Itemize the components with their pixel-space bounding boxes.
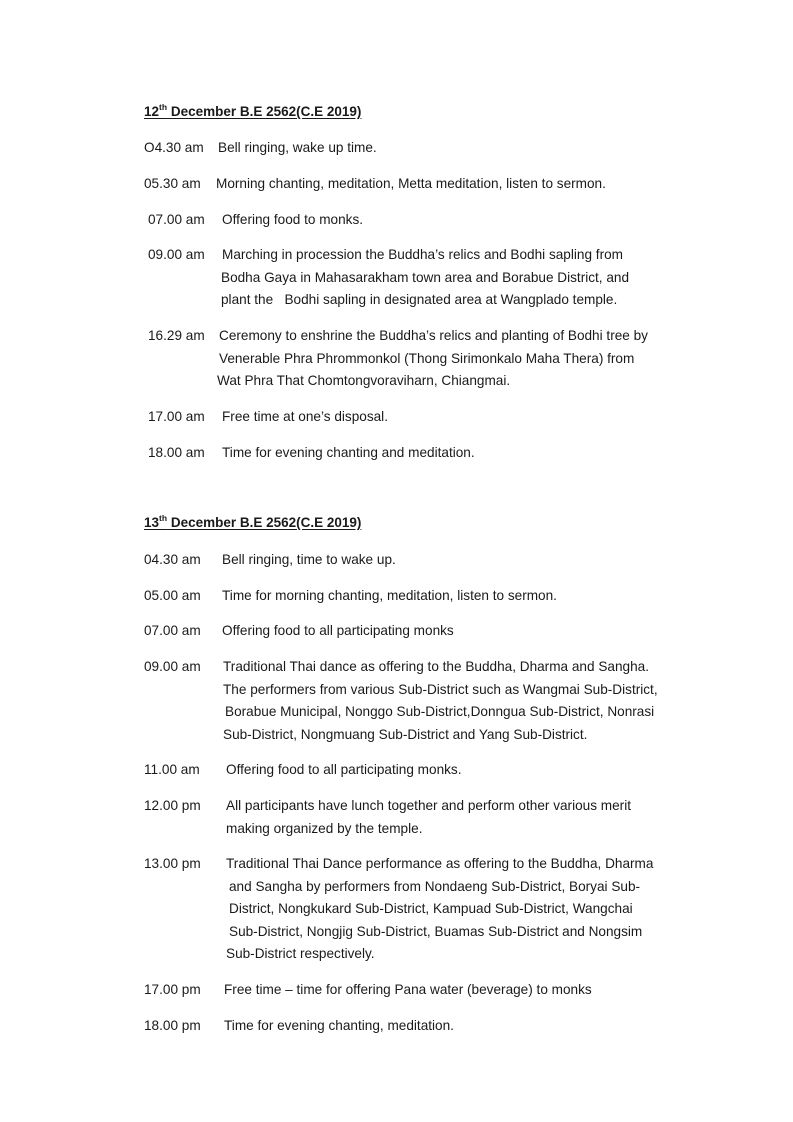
entry-time: 17.00 pm (144, 982, 201, 997)
heading-ordinal-suffix: th (159, 513, 168, 523)
entry-description-line: All participants have lunch together and perform other various merit (226, 798, 631, 813)
entry-description: Offering food to all participating monks. (226, 762, 462, 777)
entry-time: 17.00 am (148, 409, 205, 424)
heading-day: 12 (144, 104, 160, 119)
entry-description-line: Bodha Gaya in Mahasarakham town area and Borabue District, and (221, 269, 630, 285)
entry-description: Offering food to monks. (222, 212, 364, 227)
day-heading (144, 104, 361, 119)
entry-time: 16.29 am (148, 328, 205, 343)
entry-time: 05.30 am (144, 176, 201, 191)
entry-description-line: Sub-District, Nongmuang Sub-District and Yang Sub-District. (223, 726, 588, 742)
entry-description: Free time – time for offering Pana water (beverage) to monks (224, 982, 592, 997)
entry-description-line: Traditional Thai Dance performance as offering to the Buddha, Dharma (226, 856, 654, 871)
entry-time: 09.00 am (148, 247, 205, 262)
heading-day: 13 (144, 515, 160, 530)
entry-description: Time for evening chanting, meditation. (224, 1018, 454, 1033)
day-heading (144, 515, 361, 530)
entry-time: 07.00 am (148, 212, 205, 227)
entry-description: Offering food to all participating monks (222, 623, 454, 638)
entry-time: 18.00 am (148, 445, 205, 460)
entry-time: 05.00 am (144, 588, 201, 603)
entry-description-line: Wat Phra That Chomtongvoraviharn, Chiangmai. (217, 373, 511, 388)
heading-date-text: December B.E 2562(C.E 2019) (167, 515, 362, 530)
entry-time: 12.00 pm (144, 798, 201, 813)
heading-date-text: December B.E 2562(C.E 2019) (167, 104, 362, 119)
entry-time: 04.30 am (144, 552, 201, 567)
entry-description: Time for morning chanting, meditation, listen to sermon. (222, 588, 557, 603)
entry-description-line: Traditional Thai dance as offering to the Buddha, Dharma and Sangha. (223, 659, 649, 674)
entry-time: O4.30 am (144, 140, 204, 155)
entry-description-line: Ceremony to enshrine the Buddha’s relics and planting of Bodhi tree by (219, 328, 648, 343)
entry-description-line: Sub-District, Nongjig Sub-District, Buamas Sub-District and Nongsim (229, 923, 643, 939)
entry-description-line: District, Nongkukard Sub-District, Kampuad Sub-District, Wangchai (229, 901, 633, 916)
entry-description-line: Borabue Municipal, Nonggo Sub-District,Donngua Sub-District, Nonrasi (225, 704, 655, 719)
entry-description: Morning chanting, meditation, Metta meditation, listen to sermon. (216, 176, 606, 191)
entry-time: 07.00 am (144, 623, 201, 638)
entry-description: Time for evening chanting and meditation. (222, 445, 475, 460)
entry-description: Bell ringing, time to wake up. (222, 552, 396, 567)
entry-description-line: making organized by the temple. (226, 820, 423, 836)
entry-description-line: Venerable Phra Phrommonkol (Thong Sirimonkalo Maha Thera) from (219, 350, 635, 366)
heading-ordinal-suffix: th (159, 102, 168, 112)
entry-description-line: plant the Bodhi sapling in designated area at Wangplado temple. (221, 292, 618, 307)
entry-description-line: The performers from various Sub-District such as Wangmai Sub-District, (223, 681, 658, 697)
entry-description-line: and Sangha by performers from Nondaeng Sub-District, Boryai Sub- (229, 878, 641, 894)
entry-time: 11.00 am (144, 762, 200, 777)
entry-time: 13.00 pm (144, 856, 201, 871)
entry-description-line: Sub-District respectively. (226, 946, 375, 961)
entry-time: 18.00 pm (144, 1018, 201, 1033)
entry-description-line: Marching in procession the Buddha’s relics and Bodhi sapling from (222, 247, 623, 262)
entry-time: 09.00 am (144, 659, 201, 674)
entry-description: Free time at one’s disposal. (222, 409, 388, 424)
entry-description: Bell ringing, wake up time. (218, 140, 377, 155)
